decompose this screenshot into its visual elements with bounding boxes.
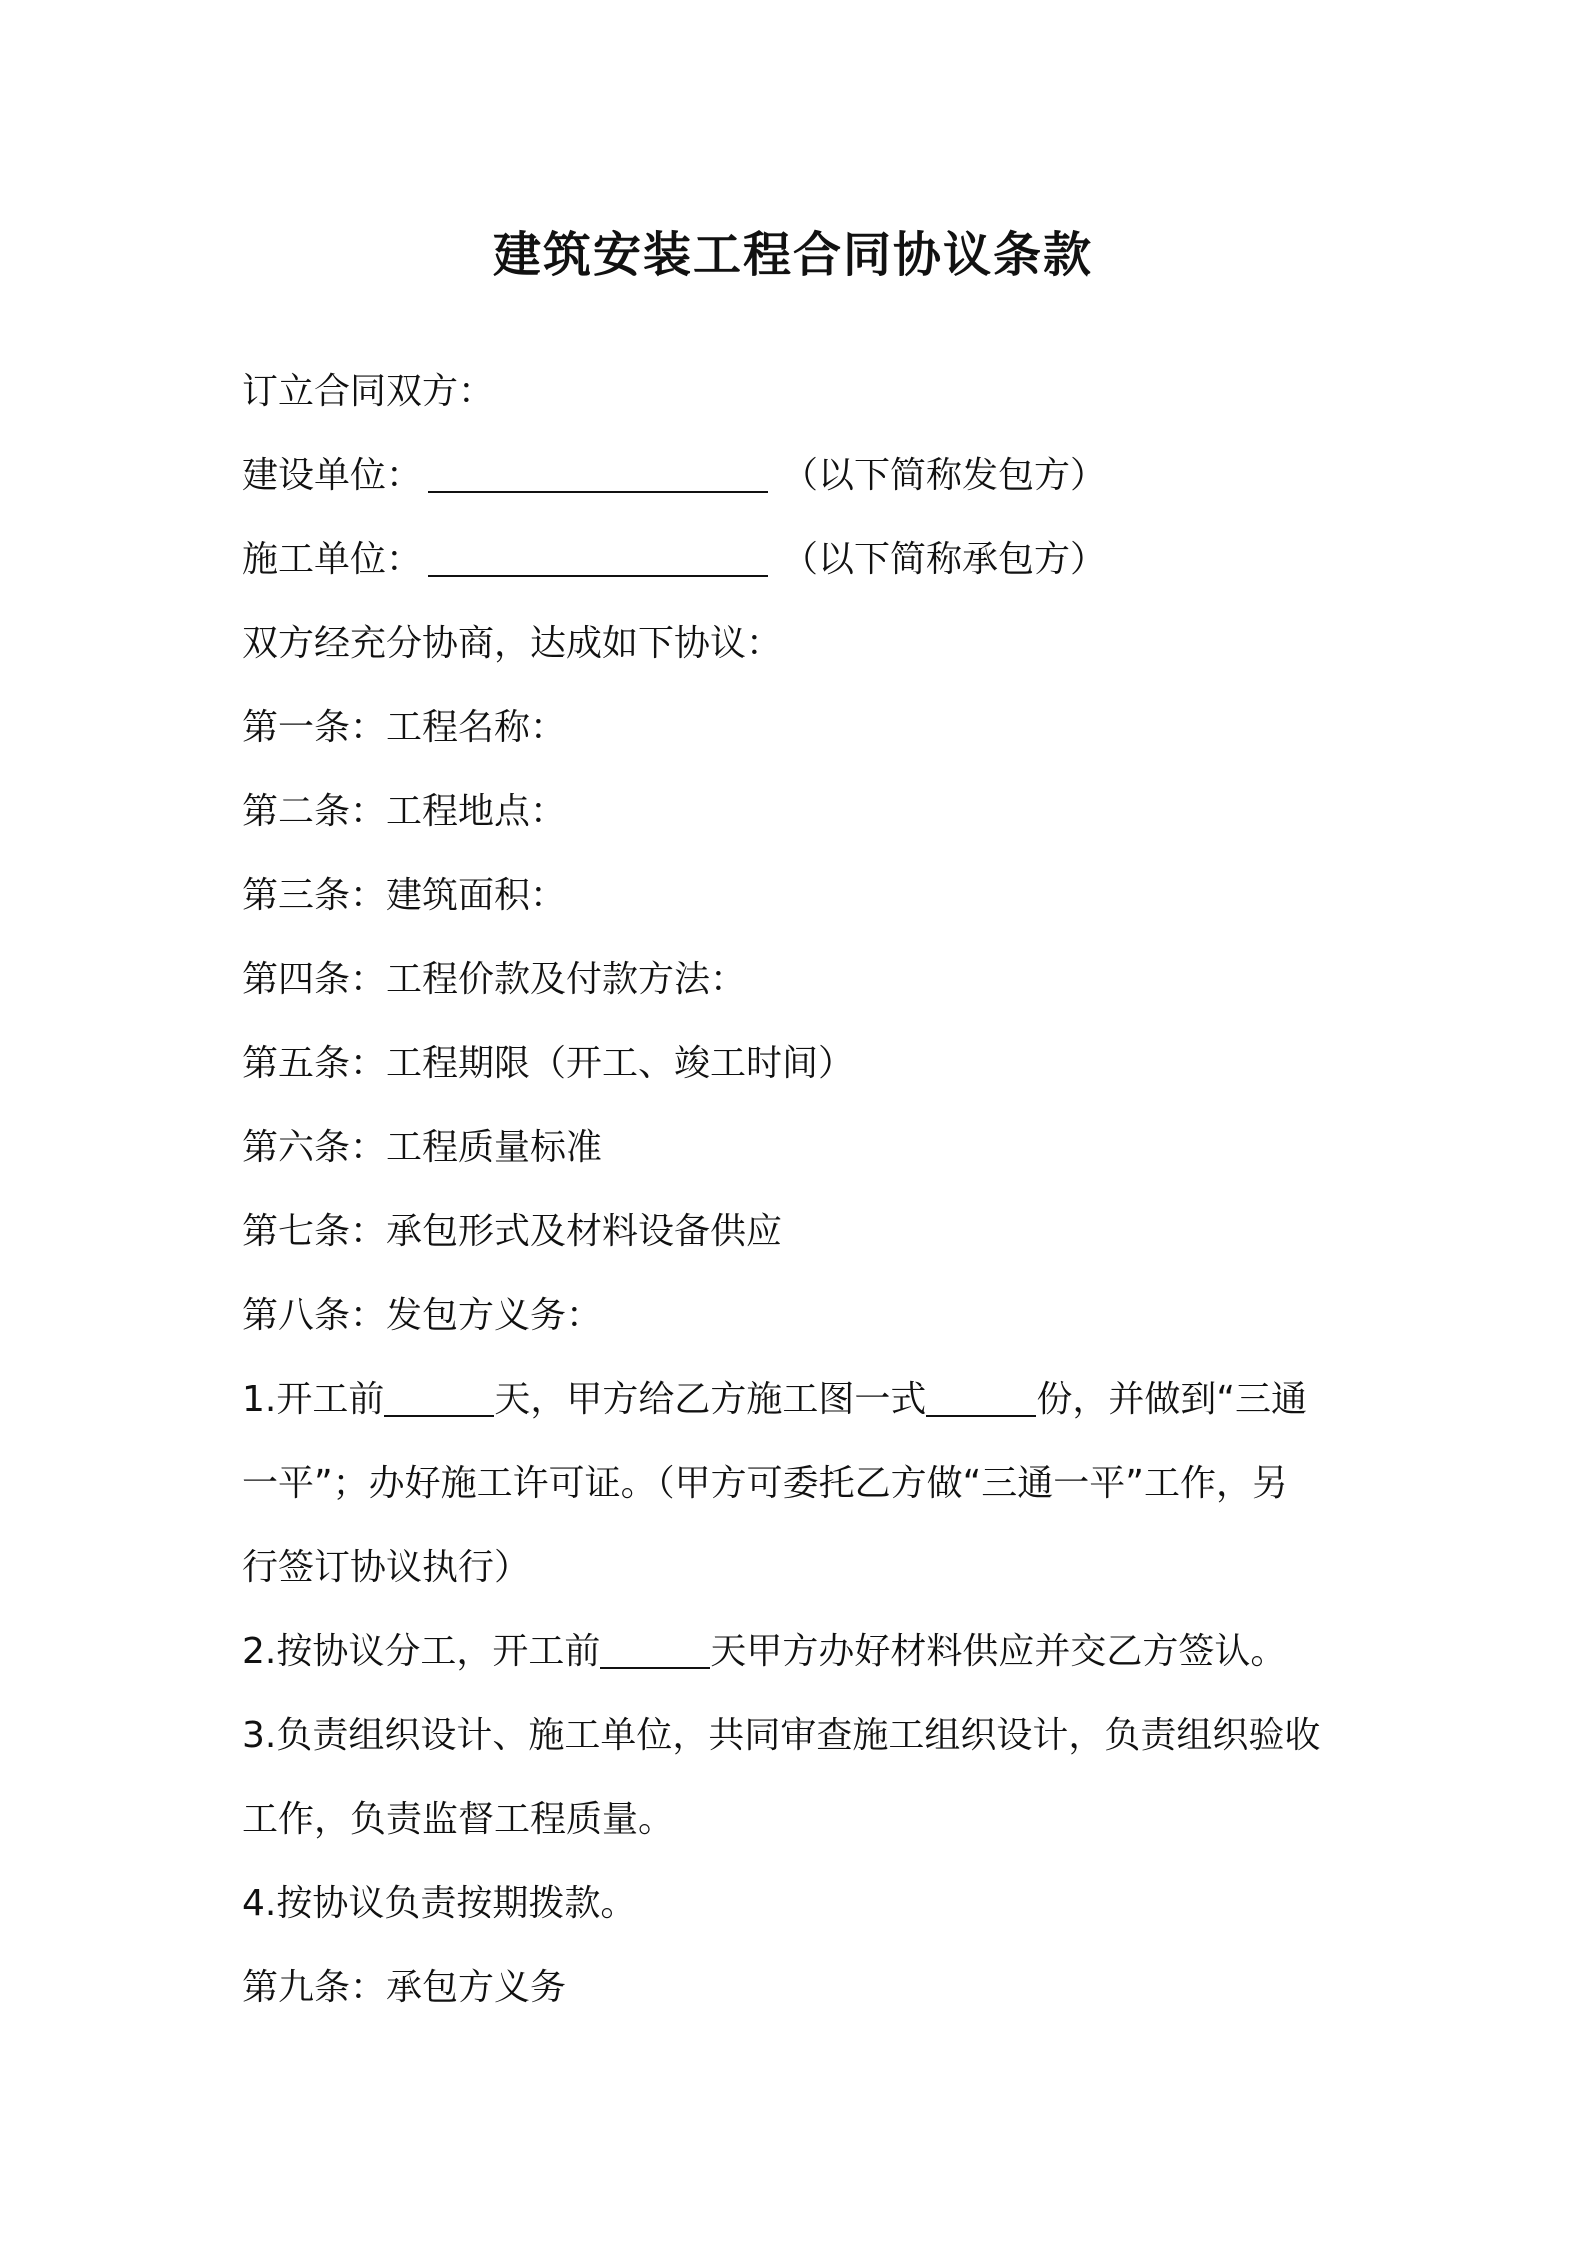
item-3-line-2: 工作，负责监督工程质量。 (242, 1799, 675, 1840)
article-1: 第一条：工程名称： (242, 707, 567, 748)
article-8: 第八条：发包方义务： (242, 1295, 603, 1336)
item-2-part-a: 2.按协议分工，开工前 (242, 1631, 601, 1672)
parties-intro: 订立合同双方： (242, 371, 495, 412)
item-2-days-blank (600, 1633, 710, 1669)
article-2: 第二条：工程地点： (242, 791, 567, 832)
article-4: 第四条：工程价款及付款方法： (242, 959, 747, 1000)
item-1-line-2: 一平”；办好施工许可证。（甲方可委托乙方做“三通一平”工作，另 (242, 1463, 1288, 1504)
employer-suffix: （以下简称发包方） (782, 455, 1107, 496)
article-9: 第九条：承包方义务 (242, 1967, 567, 2008)
article-3: 第三条：建筑面积： (242, 875, 567, 916)
item-3-line-1: 3.负责组织设计、施工单位，共同审查施工组织设计，负责组织验收 (242, 1715, 1321, 1756)
agreement-intro: 双方经充分协商，达成如下协议： (242, 623, 783, 664)
article-5: 第五条：工程期限（开工、竣工时间） (242, 1043, 855, 1084)
contractor-blank (428, 541, 768, 577)
contractor-suffix: （以下简称承包方） (782, 539, 1107, 580)
days-blank (384, 1381, 494, 1417)
copies-blank (926, 1381, 1036, 1417)
item-1-line-3: 行签订协议执行） (242, 1547, 531, 1588)
item-1-part-c: 份，并做到“三通 (1036, 1379, 1308, 1420)
item-4: 4.按协议负责按期拨款。 (242, 1883, 637, 1924)
employer-line (242, 451, 1372, 501)
article-6: 第六条：工程质量标准 (242, 1127, 603, 1168)
item-2 (242, 1627, 1372, 1677)
item-1-part-a: 1.开工前 (242, 1379, 385, 1420)
item-2-part-b: 天甲方办好材料供应并交乙方签认。 (710, 1631, 1287, 1672)
contractor-line (242, 535, 1372, 585)
article-7: 第七条：承包形式及材料设备供应 (242, 1211, 783, 1252)
item-1-part-b: 天，甲方给乙方施工图一式 (494, 1379, 927, 1420)
item-1-line-1 (242, 1375, 1372, 1425)
employer-label: 建设单位： (242, 455, 423, 496)
contractor-label: 施工单位： (242, 539, 423, 580)
document-title: 建筑安装工程合同协议条款 (492, 227, 1093, 283)
employer-blank (428, 457, 768, 493)
